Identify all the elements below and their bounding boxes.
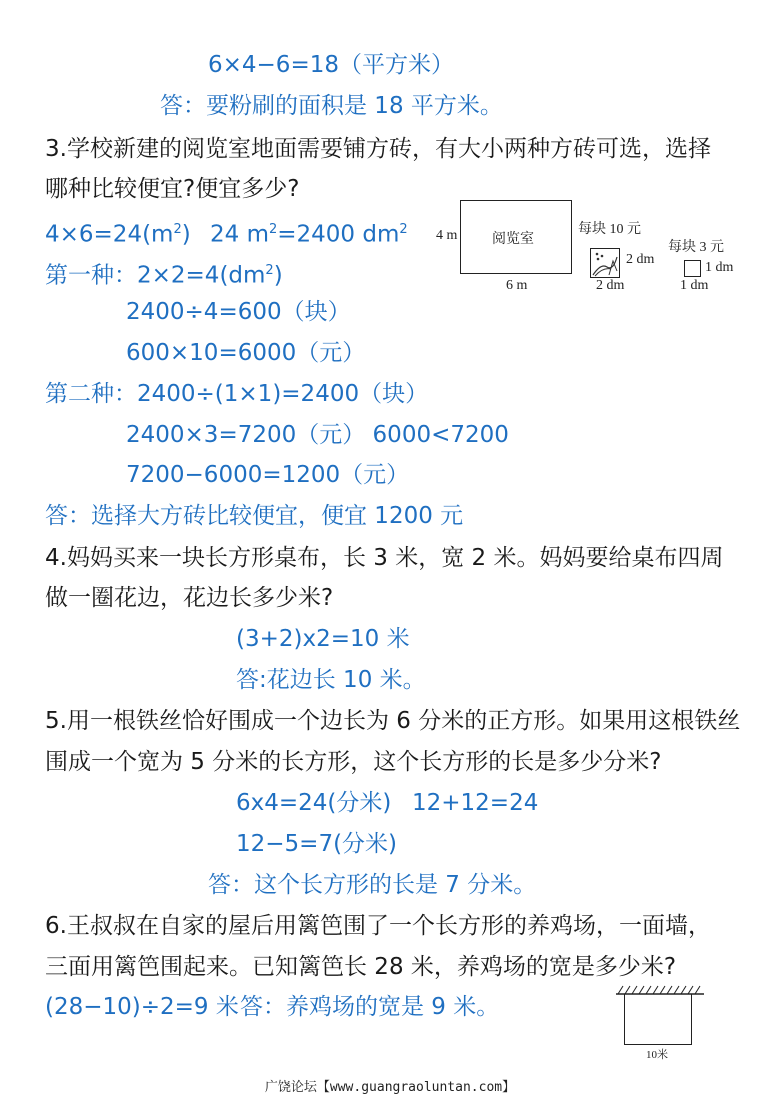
- answer-area: 答：要粉刷的面积是 18 平方米。: [160, 93, 503, 119]
- superscript: 2: [399, 222, 408, 237]
- small-tile-side: 1 dm: [705, 260, 734, 275]
- fence-rect: [624, 994, 692, 1045]
- calc-lace: (3+2)x2=10 米: [236, 626, 410, 652]
- big-tile: [590, 248, 620, 278]
- problem5-text-line2: 围成一个宽为 5 分米的长方形，这个长方形的长是多少分米?: [45, 749, 662, 775]
- calc-difference: 7200−6000=1200（元）: [126, 462, 410, 488]
- answer-lace: 答:花边长 10 米。: [236, 667, 426, 693]
- reading-room-diagram: [430, 196, 750, 296]
- calc-first-cost: 600×10=6000（元）: [126, 340, 366, 366]
- problem6-text-line1: 6.王叔叔在自家的屋后用篱笆围了一个长方形的养鸡场，一面墙，: [45, 913, 711, 939]
- superscript: 2: [173, 222, 182, 237]
- room-width-label: 6 m: [506, 278, 528, 293]
- answer-length: 答：这个长方形的长是 7 分米。: [208, 872, 537, 898]
- problem6-text-line2: 三面用篱笆围起来。已知篱笆长 28 米，养鸡场的宽是多少米?: [45, 954, 677, 980]
- calc-room-area-text: 4×6=24(m: [45, 221, 174, 248]
- calc-second-kind: 第二种：2400÷(1×1)=2400（块）: [45, 381, 429, 407]
- reading-room-label: 阅览室: [492, 232, 534, 247]
- big-tile-price: 每块 10 元: [578, 222, 641, 237]
- superscript: 2: [268, 222, 278, 237]
- small-tile-price: 每块 3 元: [668, 240, 724, 255]
- calc-width: (28−10)÷2=9 米: [45, 994, 239, 1020]
- problem3-text-line2: 哪种比较便宜?便宜多少?: [45, 176, 300, 202]
- calc-second-cost: 2400×3=7200（元） 6000<7200: [126, 422, 509, 448]
- room-height-label: 4 m: [436, 228, 458, 243]
- chicken-yard-diagram: [612, 984, 708, 1064]
- big-tile-bottom: 2 dm: [596, 278, 625, 293]
- conversion-text: 24 m: [210, 221, 269, 248]
- conversion-text-end: =2400 dm: [277, 221, 400, 248]
- answer-tiles: 答：选择大方砖比较便宜，便宜 1200 元: [45, 503, 464, 529]
- fence-bottom-label: 10米: [646, 1049, 668, 1061]
- calc-room-area: [45, 215, 191, 250]
- first-kind-text: 第一种：2×2=4(dm: [45, 262, 266, 289]
- problem4-text-line2: 做一圈花边，花边长多少米?: [45, 585, 334, 611]
- small-tile-bottom: 1 dm: [680, 278, 709, 293]
- calc-perimeter: 6x4=24(分米): [236, 790, 392, 816]
- calc-half: 12+12=24: [412, 790, 539, 816]
- superscript: 2: [265, 263, 274, 278]
- answer-width: 答：养鸡场的宽是 9 米。: [240, 994, 500, 1020]
- problem5-text-line1: 5.用一根铁丝恰好围成一个边长为 6 分米的正方形。如果用这根铁丝: [45, 708, 741, 734]
- first-kind-end: ): [273, 262, 283, 289]
- calc-unit-conversion: [210, 215, 408, 250]
- calc-line-area: 6×4−6=18（平方米）: [208, 52, 454, 78]
- small-tile: [684, 260, 701, 277]
- footer-source: 广饶论坛【www.guangraoluntan.com】: [264, 1080, 516, 1095]
- problem3-text-line1: 3.学校新建的阅览室地面需要铺方砖，有大小两种方砖可选，选择: [45, 136, 711, 162]
- calc-length: 12−5=7(分米): [236, 831, 398, 857]
- calc-first-kind: [45, 256, 283, 291]
- tile-pattern-icon: [591, 249, 619, 277]
- calc-first-count: 2400÷4=600（块）: [126, 299, 351, 325]
- big-tile-side: 2 dm: [626, 252, 655, 267]
- problem4-text-line1: 4.妈妈买来一块长方形桌布，长 3 米，宽 2 米。妈妈要给桌布四周: [45, 545, 724, 571]
- calc-room-area-end: ): [181, 221, 191, 248]
